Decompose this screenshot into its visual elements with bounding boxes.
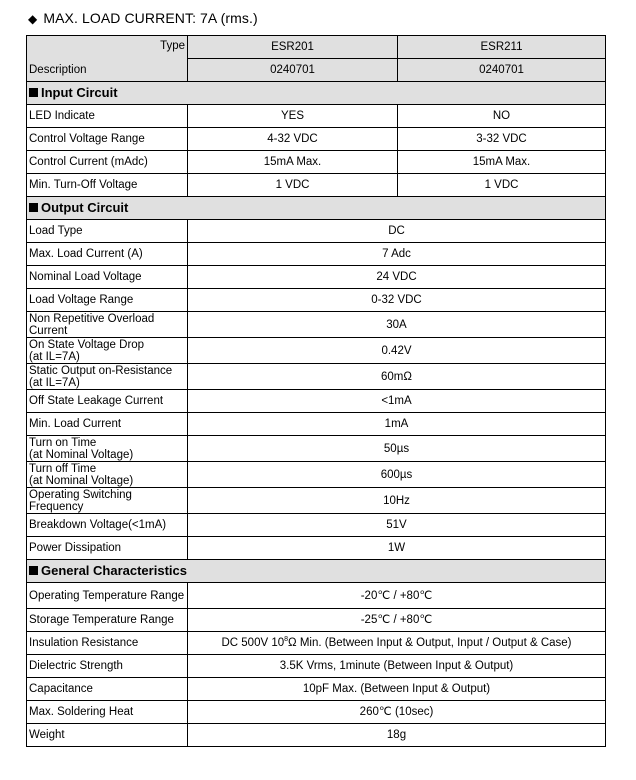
row-value: <1mA	[188, 390, 606, 413]
square-bullet-icon	[29, 88, 38, 97]
row-value: 600µs	[188, 462, 606, 488]
row-value: 51V	[188, 514, 606, 537]
row-value: 30A	[188, 312, 606, 338]
model-type-esr201: ESR201	[188, 36, 398, 59]
table-row	[27, 390, 606, 413]
table-row	[27, 488, 606, 514]
type-row	[27, 36, 606, 59]
label-sub: (at Nominal Voltage)	[29, 448, 134, 461]
row-value: 0.42V	[188, 338, 606, 364]
row-value: -25℃ / +80℃	[188, 609, 606, 632]
row-value: 7 Adc	[188, 243, 606, 266]
row-label: Capacitance	[27, 678, 188, 701]
row-label: Insulation Resistance	[27, 632, 188, 655]
table-row	[27, 220, 606, 243]
row-label: Control Current (mAdc)	[27, 151, 188, 174]
row-label: Storage Temperature Range	[27, 609, 188, 632]
row-label: Control Voltage Range	[27, 128, 188, 151]
table-row	[27, 583, 606, 609]
value-esr211: 1 VDC	[398, 174, 606, 197]
type-label: Type	[160, 40, 185, 52]
value-esr201: 4-32 VDC	[188, 128, 398, 151]
value-esr211: NO	[398, 105, 606, 128]
table-row	[27, 128, 606, 151]
label-main: Turn off Time	[29, 462, 97, 475]
heading-text: MAX. LOAD CURRENT: 7A (rms.)	[43, 10, 258, 26]
label-main: Turn on Time	[29, 436, 97, 449]
row-value: DC	[188, 220, 606, 243]
model-type-esr211: ESR211	[398, 36, 606, 59]
section-input-circuit	[27, 82, 606, 105]
row-label: LED Indicate	[27, 105, 188, 128]
label-sub: (at IL=7A)	[29, 350, 80, 363]
row-label: Dielectric Strength	[27, 655, 188, 678]
label-sub: (at Nominal Voltage)	[29, 474, 134, 487]
value-esr201: 1 VDC	[188, 174, 398, 197]
table-row	[27, 364, 606, 390]
row-label	[27, 364, 188, 390]
table-row	[27, 312, 606, 338]
row-value: 3.5K Vrms, 1minute (Between Input & Output)	[188, 655, 606, 678]
row-label: Weight	[27, 724, 188, 747]
row-value: 0-32 VDC	[188, 289, 606, 312]
model-desc-esr201: 0240701	[188, 59, 398, 82]
table-row	[27, 289, 606, 312]
section-output-circuit	[27, 197, 606, 220]
row-label: Non Repetitive Overload Current	[27, 312, 188, 338]
row-label: Min. Load Current	[27, 413, 188, 436]
row-value: 10pF Max. (Between Input & Output)	[188, 678, 606, 701]
table-row	[27, 151, 606, 174]
section-title: General Characteristics	[41, 563, 187, 578]
row-label: Max. Soldering Heat	[27, 701, 188, 724]
row-label: Load Type	[27, 220, 188, 243]
row-label: Operating Switching Frequency	[27, 488, 188, 514]
row-label: Breakdown Voltage(<1mA)	[27, 514, 188, 537]
table-row	[27, 609, 606, 632]
table-row	[27, 632, 606, 655]
value-esr201: 15mA Max.	[188, 151, 398, 174]
value-text: DC 500V 10	[221, 637, 285, 649]
diamond-bullet-icon: ◆	[28, 12, 38, 26]
row-value: -20℃ / +80℃	[188, 583, 606, 609]
table-row	[27, 338, 606, 364]
square-bullet-icon	[29, 566, 38, 575]
row-value: 10Hz	[188, 488, 606, 514]
model-desc-esr211: 0240701	[398, 59, 606, 82]
value-esr201: YES	[188, 105, 398, 128]
row-label	[27, 462, 188, 488]
description-label: Description	[29, 64, 87, 76]
label-main: On State Voltage Drop	[29, 338, 145, 351]
table-row	[27, 701, 606, 724]
table-row	[27, 413, 606, 436]
row-value: 1mA	[188, 413, 606, 436]
table-row	[27, 266, 606, 289]
table-row	[27, 436, 606, 462]
row-value: 60mΩ	[188, 364, 606, 390]
row-value: 50µs	[188, 436, 606, 462]
row-label: Power Dissipation	[27, 537, 188, 560]
table-row	[27, 105, 606, 128]
table-row	[27, 243, 606, 266]
row-label: Nominal Load Voltage	[27, 266, 188, 289]
section-title: Output Circuit	[41, 200, 129, 215]
row-label: Off State Leakage Current	[27, 390, 188, 413]
table-row	[27, 724, 606, 747]
row-label: Min. Turn-Off Voltage	[27, 174, 188, 197]
row-value	[188, 632, 606, 655]
row-label	[27, 338, 188, 364]
table-row	[27, 514, 606, 537]
label-sub: (at IL=7A)	[29, 376, 80, 389]
row-label: Load Voltage Range	[27, 289, 188, 312]
row-value: 260℃ (10sec)	[188, 701, 606, 724]
spec-table	[26, 35, 606, 747]
table-row	[27, 655, 606, 678]
label-main: Static Output on-Resistance	[29, 364, 173, 377]
row-label	[27, 436, 188, 462]
row-value: 18g	[188, 724, 606, 747]
square-bullet-icon	[29, 203, 38, 212]
value-text: Ω Min. (Between Input & Output, Input / Output & Case)	[288, 637, 572, 649]
row-label: Operating Temperature Range	[27, 583, 188, 609]
page-heading	[28, 10, 258, 26]
value-esr211: 3-32 VDC	[398, 128, 606, 151]
table-row	[27, 462, 606, 488]
section-general-characteristics	[27, 560, 606, 583]
value-exponent: 8	[284, 636, 289, 644]
value-esr211: 15mA Max.	[398, 151, 606, 174]
section-title: Input Circuit	[41, 85, 118, 100]
table-row	[27, 174, 606, 197]
row-label: Max. Load Current (A)	[27, 243, 188, 266]
type-description-header	[27, 36, 188, 82]
table-row	[27, 678, 606, 701]
row-value: 24 VDC	[188, 266, 606, 289]
table-row	[27, 537, 606, 560]
row-value: 1W	[188, 537, 606, 560]
